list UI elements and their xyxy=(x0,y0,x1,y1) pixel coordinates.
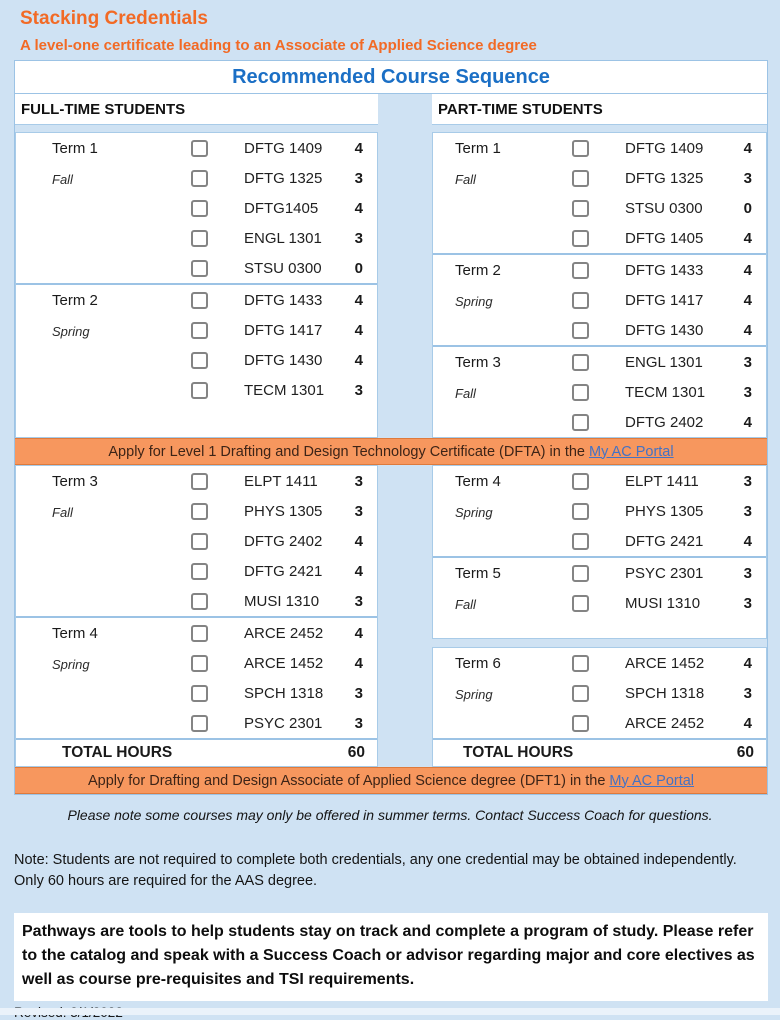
course-hours: 4 xyxy=(354,351,363,369)
term-info xyxy=(16,466,191,616)
course-row xyxy=(572,133,766,163)
course-row xyxy=(572,347,766,377)
course-code: ELPT 1411 xyxy=(625,472,699,490)
course-checkbox[interactable] xyxy=(572,170,589,187)
course-hours: 3 xyxy=(354,592,363,610)
term-section xyxy=(433,133,766,253)
term-section xyxy=(16,133,377,283)
course-code: ARCE 2452 xyxy=(244,624,324,642)
term-season: Fall xyxy=(455,172,476,187)
credentials-note: Note: Students are not required to complete both credentials, any one credential may be obtained independently. Only 60 hours are required for the AAS degree. xyxy=(14,852,737,890)
term-info xyxy=(433,347,572,437)
term-name: Term 1 xyxy=(455,140,501,157)
course-hours: 4 xyxy=(354,199,363,217)
term-section xyxy=(16,283,377,437)
course-code: ARCE 1452 xyxy=(244,654,324,672)
course-row xyxy=(191,253,377,283)
course-row xyxy=(191,163,377,193)
course-checkbox[interactable] xyxy=(572,503,589,520)
course-code: DFTG 1433 xyxy=(625,261,704,279)
course-code: DFTG 2402 xyxy=(244,532,323,550)
course-hours: 4 xyxy=(354,291,363,309)
course-hours: 4 xyxy=(354,624,363,642)
course-checkbox[interactable] xyxy=(572,140,589,157)
course-hours: 0 xyxy=(354,259,363,277)
course-row xyxy=(191,678,377,708)
course-row xyxy=(191,618,377,648)
course-code: STSU 0300 xyxy=(244,259,322,277)
degree-apply-banner xyxy=(15,767,767,794)
course-hours: 3 xyxy=(354,229,363,247)
course-hours: 4 xyxy=(743,321,752,339)
term-section xyxy=(433,466,766,556)
course-code: DFTG 1325 xyxy=(625,169,704,187)
course-code: DFTG 2421 xyxy=(244,562,323,580)
course-checkbox[interactable] xyxy=(191,533,208,550)
my-ac-portal-link[interactable]: My AC Portal xyxy=(609,772,695,789)
term-season: Spring xyxy=(52,324,90,339)
course-hours: 4 xyxy=(743,714,752,732)
course-code: PSYC 2301 xyxy=(625,564,704,582)
course-row xyxy=(572,377,766,407)
course-row xyxy=(572,407,766,437)
course-code: DFTG 1417 xyxy=(625,291,704,309)
term-info xyxy=(16,285,191,437)
course-checkbox[interactable] xyxy=(191,140,208,157)
term-season: Fall xyxy=(455,597,476,612)
course-row xyxy=(191,285,377,315)
course-row xyxy=(191,708,377,738)
course-code: ENGL 1301 xyxy=(244,229,322,247)
part-time-terms-1-3 xyxy=(432,132,767,438)
course-hours: 3 xyxy=(743,472,752,490)
term-name: Term 2 xyxy=(455,262,501,279)
term-season: Spring xyxy=(455,505,493,520)
course-hours: 4 xyxy=(743,413,752,431)
course-row xyxy=(572,496,766,526)
course-checkbox[interactable] xyxy=(572,262,589,279)
course-code: DFTG 1430 xyxy=(625,321,704,339)
course-hours: 4 xyxy=(743,139,752,157)
course-rows xyxy=(572,648,766,738)
course-code: DFTG 1433 xyxy=(244,291,323,309)
terms-row-bottom xyxy=(15,465,767,767)
column-headers xyxy=(15,94,767,125)
part-time-header: PART-TIME STUDENTS xyxy=(432,94,767,125)
course-checkbox[interactable] xyxy=(572,384,589,401)
course-checkbox[interactable] xyxy=(191,715,208,732)
course-row xyxy=(191,526,377,556)
term-section xyxy=(433,345,766,437)
term-info xyxy=(433,255,572,345)
total-hours-value: 60 xyxy=(347,744,365,761)
course-row xyxy=(191,466,377,496)
summer-terms-note: Please note some courses may only be offered in summer terms. Contact Success Coach for questions. xyxy=(67,807,713,823)
course-hours: 3 xyxy=(743,684,752,702)
course-code: MUSI 1310 xyxy=(625,594,701,612)
course-hours: 3 xyxy=(743,169,752,187)
course-code: DFTG 1417 xyxy=(244,321,323,339)
course-checkbox[interactable] xyxy=(191,200,208,217)
course-rows xyxy=(191,285,377,437)
course-code: TECM 1301 xyxy=(625,383,706,401)
course-checkbox[interactable] xyxy=(191,352,208,369)
course-hours: 4 xyxy=(354,532,363,550)
course-hours: 4 xyxy=(743,532,752,550)
banner-text: Apply for Level 1 Drafting and Design Technology Certificate (DFTA) in the xyxy=(108,443,585,460)
course-code: DFTG 2421 xyxy=(625,532,704,550)
course-code: TECM 1301 xyxy=(244,381,325,399)
certificate-apply-banner xyxy=(15,438,767,465)
course-checkbox[interactable] xyxy=(191,563,208,580)
course-hours: 3 xyxy=(743,564,752,582)
term-info xyxy=(16,133,191,283)
course-row xyxy=(191,345,377,375)
banner-text: Apply for Drafting and Design Associate of Applied Science degree (DFT1) in the xyxy=(87,772,606,789)
term-name: Term 4 xyxy=(455,473,501,490)
total-hours-row xyxy=(16,738,377,766)
course-code: SPCH 1318 xyxy=(244,684,324,702)
course-row xyxy=(191,556,377,586)
course-checkbox[interactable] xyxy=(191,685,208,702)
course-checkbox[interactable] xyxy=(572,414,589,431)
course-code: STSU 0300 xyxy=(625,199,703,217)
term-section xyxy=(433,253,766,345)
term-season: Fall xyxy=(455,386,476,401)
term-season: Spring xyxy=(52,657,90,672)
term-section xyxy=(433,556,766,638)
column-gap xyxy=(378,132,432,438)
course-hours: 4 xyxy=(743,229,752,247)
course-hours: 3 xyxy=(354,381,363,399)
course-checkbox[interactable] xyxy=(572,230,589,247)
course-code: DFTG1405 xyxy=(244,199,319,217)
full-time-header: FULL-TIME STUDENTS xyxy=(15,94,378,125)
term-season: Fall xyxy=(52,172,73,187)
term-section xyxy=(16,466,377,616)
course-rows xyxy=(191,618,377,738)
course-row xyxy=(572,285,766,315)
page-bottom-strip xyxy=(0,1008,780,1015)
pathways-note: Pathways are tools to help students stay on track and complete a program of study. Please refer to the catalog and speak with a Success Coach or advisor regarding major and core electives as well as course pre-requisites and TSI requirements. xyxy=(14,913,768,1001)
course-hours: 3 xyxy=(743,383,752,401)
total-hours-label: TOTAL HOURS xyxy=(463,744,574,761)
course-row xyxy=(572,678,766,708)
course-checkbox[interactable] xyxy=(191,230,208,247)
course-hours: 4 xyxy=(743,261,752,279)
course-row xyxy=(191,496,377,526)
course-checkbox[interactable] xyxy=(572,715,589,732)
course-hours: 3 xyxy=(354,502,363,520)
term-section xyxy=(433,648,766,738)
course-code: PHYS 1305 xyxy=(625,502,704,520)
full-time-terms-3-4-total xyxy=(15,465,378,767)
page-title: Stacking Credentials xyxy=(20,8,208,29)
term-season: Spring xyxy=(455,294,493,309)
term-name: Term 5 xyxy=(455,565,501,582)
course-row xyxy=(572,223,766,253)
course-checkbox[interactable] xyxy=(572,533,589,550)
course-hours: 4 xyxy=(354,562,363,580)
course-rows xyxy=(572,347,766,437)
term-name: Term 4 xyxy=(52,625,98,642)
term-section xyxy=(16,616,377,738)
course-hours: 4 xyxy=(354,654,363,672)
term-info xyxy=(433,466,572,556)
course-checkbox[interactable] xyxy=(191,260,208,277)
course-hours: 3 xyxy=(743,502,752,520)
course-checkbox[interactable] xyxy=(191,170,208,187)
course-code: DFTG 1430 xyxy=(244,351,323,369)
box-gap xyxy=(432,639,767,647)
course-hours: 4 xyxy=(743,291,752,309)
course-code: ENGL 1301 xyxy=(625,353,703,371)
course-row xyxy=(191,193,377,223)
course-hours: 3 xyxy=(743,353,752,371)
course-hours: 3 xyxy=(354,684,363,702)
term-season: Fall xyxy=(52,505,73,520)
course-checkbox[interactable] xyxy=(572,473,589,490)
course-row xyxy=(572,648,766,678)
course-checkbox[interactable] xyxy=(572,655,589,672)
course-hours: 4 xyxy=(743,654,752,672)
page-subtitle: A level-one certificate leading to an Associate of Applied Science degree xyxy=(20,37,537,54)
term-name: Term 2 xyxy=(52,292,98,309)
course-rows xyxy=(572,255,766,345)
course-hours: 3 xyxy=(354,169,363,187)
course-rows xyxy=(191,466,377,616)
total-hours-label: TOTAL HOURS xyxy=(62,744,173,761)
course-checkbox[interactable] xyxy=(572,200,589,217)
course-row xyxy=(572,315,766,345)
course-row xyxy=(191,586,377,616)
course-code: DFTG 1409 xyxy=(244,139,323,157)
course-code: PHYS 1305 xyxy=(244,502,323,520)
course-code: PSYC 2301 xyxy=(244,714,323,732)
course-checkbox[interactable] xyxy=(191,473,208,490)
course-rows xyxy=(572,466,766,556)
course-code: ELPT 1411 xyxy=(244,472,318,490)
table-title: Recommended Course Sequence xyxy=(15,61,767,94)
my-ac-portal-link[interactable]: My AC Portal xyxy=(588,443,674,460)
course-code: MUSI 1310 xyxy=(244,592,320,610)
course-row xyxy=(572,255,766,285)
course-checkbox[interactable] xyxy=(572,565,589,582)
course-checkbox[interactable] xyxy=(191,292,208,309)
course-row xyxy=(572,526,766,556)
part-time-term-6-total xyxy=(432,647,767,767)
course-code: DFTG 1409 xyxy=(625,139,704,157)
term-name: Term 3 xyxy=(455,354,501,371)
course-row xyxy=(572,588,766,618)
term-name: Term 6 xyxy=(455,655,501,672)
course-code: DFTG 1405 xyxy=(625,229,704,247)
course-row xyxy=(572,163,766,193)
column-gap xyxy=(378,94,432,125)
course-row xyxy=(191,648,377,678)
total-hours-row xyxy=(433,738,766,766)
course-row xyxy=(191,315,377,345)
course-row xyxy=(191,223,377,253)
course-code: ARCE 2452 xyxy=(625,714,705,732)
column-gap xyxy=(378,465,432,767)
course-checkbox[interactable] xyxy=(191,593,208,610)
course-code: SPCH 1318 xyxy=(625,684,705,702)
terms-row-top xyxy=(15,132,767,438)
course-hours: 3 xyxy=(354,472,363,490)
course-hours: 4 xyxy=(354,321,363,339)
course-hours: 3 xyxy=(354,714,363,732)
course-checkbox[interactable] xyxy=(572,354,589,371)
part-time-bottom-column xyxy=(432,465,767,767)
term-season: Spring xyxy=(455,687,493,702)
course-checkbox[interactable] xyxy=(572,595,589,612)
course-code: DFTG 2402 xyxy=(625,413,704,431)
course-row xyxy=(572,466,766,496)
course-row xyxy=(572,193,766,223)
course-rows xyxy=(572,133,766,253)
term-name: Term 3 xyxy=(52,473,98,490)
full-time-terms-1-2 xyxy=(15,132,378,438)
course-code: ARCE 1452 xyxy=(625,654,705,672)
term-info xyxy=(433,558,572,638)
term-name: Term 1 xyxy=(52,140,98,157)
course-checkbox[interactable] xyxy=(191,655,208,672)
course-checkbox[interactable] xyxy=(191,503,208,520)
course-checkbox[interactable] xyxy=(572,685,589,702)
course-checkbox[interactable] xyxy=(572,292,589,309)
course-checkbox[interactable] xyxy=(191,322,208,339)
course-hours: 4 xyxy=(354,139,363,157)
course-row xyxy=(572,708,766,738)
course-row xyxy=(572,558,766,588)
course-checkbox[interactable] xyxy=(191,382,208,399)
course-hours: 3 xyxy=(743,594,752,612)
course-rows xyxy=(572,558,766,638)
course-rows xyxy=(191,133,377,283)
course-hours: 0 xyxy=(743,199,752,217)
course-row xyxy=(191,375,377,405)
term-info xyxy=(433,648,572,738)
part-time-terms-4-5 xyxy=(432,465,767,639)
term-info xyxy=(433,133,572,253)
course-row xyxy=(191,133,377,163)
total-hours-value: 60 xyxy=(736,744,754,761)
term-info xyxy=(16,618,191,738)
course-checkbox[interactable] xyxy=(191,625,208,642)
course-sequence-table xyxy=(14,60,768,795)
course-checkbox[interactable] xyxy=(572,322,589,339)
course-code: DFTG 1325 xyxy=(244,169,323,187)
